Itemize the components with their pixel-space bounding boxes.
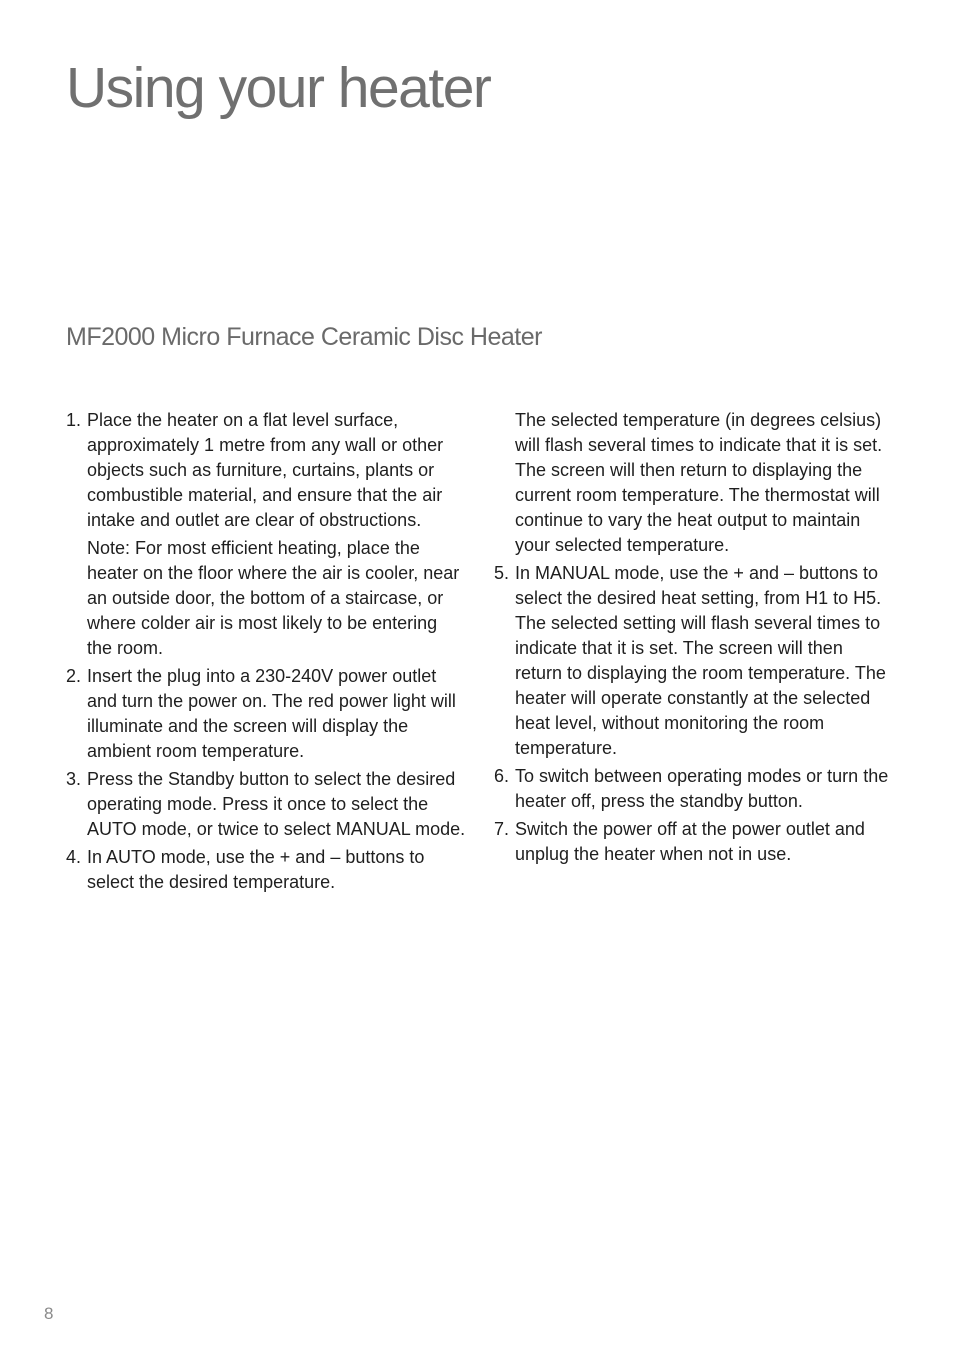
step-number: 6. — [494, 766, 510, 786]
step-number: 2. — [66, 666, 82, 686]
instructions-column-right — [494, 408, 894, 870]
step-note: Note: For most efficient heating, place the heater on the floor where the air is cooler, near an outside door, the bottom of a staircase, or where colder air is most likely to be entering the room. — [87, 538, 460, 658]
step-text: To switch between operating modes or turn the heater off, press the standby button. — [515, 766, 889, 811]
instruction-list-left — [66, 408, 466, 895]
instruction-step-3 — [66, 767, 466, 842]
step-number: 1. — [66, 410, 82, 430]
instruction-step-1 — [66, 408, 466, 661]
step-number: 5. — [494, 563, 510, 583]
step-number: 7. — [494, 819, 510, 839]
instructions-column-left — [66, 408, 466, 898]
step-text: Insert the plug into a 230-240V power outlet and turn the power on. The red power light will illuminate and the screen will display the ambient room temperature. — [87, 666, 456, 761]
step-number: 3. — [66, 769, 82, 789]
step-4-continuation: The selected temperature (in degrees celsius) will flash several times to indicate that it is set. The screen will then return to displaying the current room temperature. The thermostat will continue to vary the heat output to maintain your selected temperature. — [515, 410, 883, 555]
step-text: Place the heater on a flat level surface, approximately 1 metre from any wall or other objects such as furniture, curtains, plants or combustible material, and ensure that the air intake and outlet are clear of obstructions. — [87, 410, 444, 530]
page-number: 8 — [44, 1304, 54, 1323]
step-text: In MANUAL mode, use the + and – buttons to select the desired heat setting, from H1 to H5. The selected setting will flash several times to indicate that it is set. The screen will then return to displaying the room temperature. The heater will operate constantly at the selected heat level, without monitoring the room temperature. — [515, 563, 886, 758]
instruction-step-7 — [494, 817, 894, 867]
instruction-step-5 — [494, 561, 894, 761]
instruction-step-4 — [66, 845, 466, 895]
instruction-list-right — [494, 561, 894, 867]
step-number: 4. — [66, 847, 82, 867]
page-title: Using your heater — [66, 56, 491, 120]
instruction-step-6 — [494, 764, 894, 814]
step-text: Switch the power off at the power outlet and unplug the heater when not in use. — [515, 819, 865, 864]
step-text: In AUTO mode, use the + and – buttons to select the desired temperature. — [87, 847, 425, 892]
instruction-step-2 — [66, 664, 466, 764]
step-text: Press the Standby button to select the desired operating mode. Press it once to select the AUTO mode, or twice to select MANUAL mode. — [87, 769, 466, 839]
product-subtitle: MF2000 Micro Furnace Ceramic Disc Heater — [66, 323, 542, 351]
